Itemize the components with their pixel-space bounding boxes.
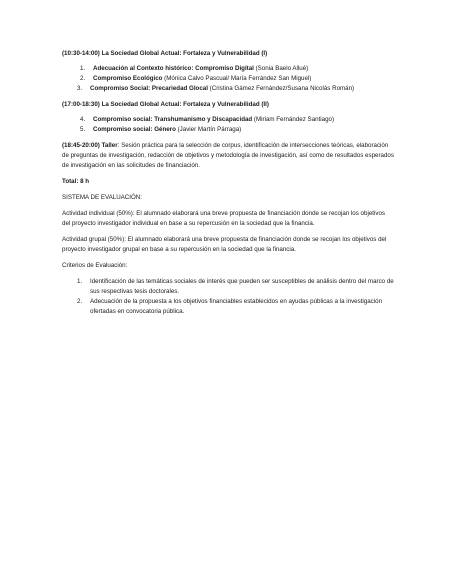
list-item: 3. Compromiso Social: Precariedad Glocal (Cristina Gámez Fernández/Susana Nicolás Román) xyxy=(77,85,355,92)
session-2-heading xyxy=(62,100,394,110)
list-item: 2. Compromiso Ecológico (Mónica Calvo Pascual/ María Ferrández San Miguel) xyxy=(80,75,312,82)
session-1-time: (10:30-14:00) xyxy=(62,50,100,57)
actividad-individual: Actividad individual (50%): El alumnado elaborará una breve propuesta de financiación donde se recojan los objetivos del proyecto investigador individual en base a su repercusión en la sociedad que la financia. xyxy=(62,210,385,227)
total-hours: Total: 8 h xyxy=(62,178,90,185)
session-1-heading xyxy=(62,49,394,59)
list-item: 4. Compromiso social: Transhumanismo y Discapacidad (Miriam Fernández Santiago) xyxy=(80,116,335,123)
list-item: 1. Adecuación al Contexto histórico: Compromiso Digital (Sonia Baelo Allué) xyxy=(80,65,309,72)
session-2-list xyxy=(62,115,394,135)
list-item: 1. Identificación de las temáticas sociales de interés que pueden ser susceptibles de análisis dentro del marco de sus respectivas tesis doctorales. xyxy=(77,278,394,295)
session-2-time: (17:00-18:30) xyxy=(62,101,100,108)
taller-paragraph xyxy=(62,141,394,171)
sistema-evaluacion-title: SISTEMA DE EVALUACIÓN: xyxy=(62,194,142,201)
session-1-title: La Sociedad Global Actual: Fortaleza y Vulnerabilidad (I) xyxy=(101,50,268,57)
session-1-list xyxy=(62,64,394,94)
taller-time: (18:45-20:00) xyxy=(62,142,100,149)
taller-label: Taller xyxy=(99,142,118,149)
taller-text: : Sesión práctica para la selección de corpus, identificación de intersecciones teóricas, elaboración de preguntas de investigación, redacción de objetivos y metodología de investigación, así como de resultados esperados de investigación en las solicitudes de financiación. xyxy=(62,142,394,169)
criterios-list xyxy=(62,277,394,317)
list-item: 5. Compromiso social: Género (Javier Martín Párraga) xyxy=(80,126,242,133)
session-2-title: La Sociedad Global Actual: Fortaleza y Vulnerabilidad (II) xyxy=(101,101,269,108)
criterios-title: Criterios de Evaluación: xyxy=(62,262,128,269)
actividad-grupal: Actividad grupal (50%): El alumnado elaborará una breve propuesta de financiación donde se recojan los objetivos del proyecto investigador grupal en base a su repercusión en la sociedad que la financia. xyxy=(62,236,387,253)
list-item: 2. Adecuación de la propuesta a los objetivos financiables establecidos en ayudas públicas a la investigación ofertadas en convocatoria pública. xyxy=(77,298,383,315)
